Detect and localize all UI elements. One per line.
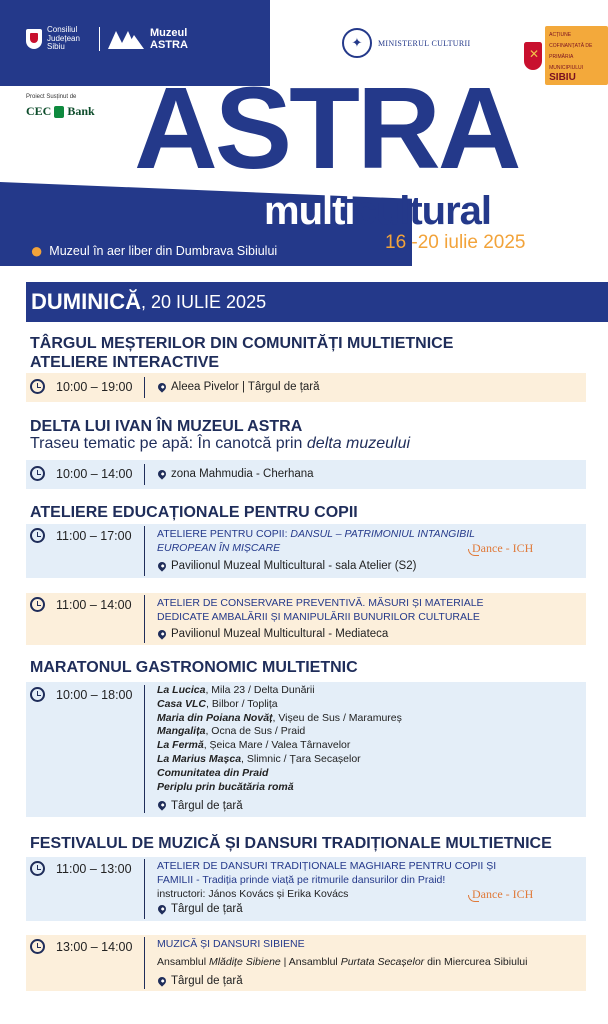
list-item: Comunitatea din Praid (157, 766, 269, 779)
clock-icon (30, 379, 45, 394)
location-pin-icon (156, 799, 167, 810)
schedule-row (26, 935, 586, 991)
divider (144, 526, 145, 576)
event-location (30, 238, 277, 264)
event-place: zona Mahmudia - Cherhana (171, 468, 314, 480)
consiliul-judetean-logo (26, 26, 188, 52)
list-item: Casa VLC, Bilbor / Toplița (157, 697, 278, 710)
day-name: DUMINICĂ (31, 289, 141, 314)
ministry-seal-icon: ✦ (342, 28, 372, 58)
event-title: MUZICĂ ȘI DANSURI SIBIENE (157, 938, 305, 950)
event-title: ASTRA (134, 63, 519, 193)
location-pin-icon (156, 903, 167, 914)
clock-icon (30, 939, 45, 954)
cj-line-3: Sibiu (47, 42, 65, 51)
divider (144, 859, 145, 919)
section-title-workshops: ATELIERE EDUCAȚIONALE PENTRU COPII (30, 504, 358, 521)
cj-line-1: Consiliul (47, 25, 78, 34)
clock-icon (30, 528, 45, 543)
muzeul-astra-logo (108, 27, 188, 51)
cec-mark-icon (54, 106, 64, 118)
event-place: Târgul de țară (171, 800, 243, 812)
day-date: , 20 IULIE 2025 (141, 291, 267, 312)
list-item: Periplu prin bucătăria romă (157, 780, 294, 793)
location-pin-icon (156, 628, 167, 639)
section-title-gastronomy: MARATONUL GASTRONOMIC MULTIETNIC (30, 659, 358, 676)
food-list (157, 684, 402, 794)
location-pin-icon (156, 468, 167, 479)
divider (144, 937, 145, 989)
muzeul-word: Muzeul (150, 26, 188, 39)
day-header (26, 282, 608, 322)
sibiu-logo (524, 26, 608, 85)
clock-icon (30, 861, 45, 876)
logo-divider (99, 27, 100, 51)
multicultural-wordmark: multicultural (264, 189, 492, 233)
divider (144, 595, 145, 643)
location-pin-icon (156, 975, 167, 986)
schedule-row (26, 524, 586, 578)
clock-icon (30, 466, 45, 481)
event-ensembles: Ansamblul Mlădițe Sibiene | Ansamblul Purtata Secașelor din Miercurea Sibiului (157, 956, 528, 968)
event-time: 11:00 – 14:00 (56, 598, 132, 612)
sibiu-small-1: ACȚIUNE COFINANȚATĂ DE (549, 32, 593, 49)
cec-support-label: Proiect Susținut de (26, 94, 77, 100)
schedule-row (26, 682, 586, 817)
event-time: 11:00 – 13:00 (56, 862, 132, 876)
list-item: Maria din Poiana Novăț, Vișeu de Sus / Maramureș (157, 711, 402, 724)
clock-icon (30, 687, 45, 702)
event-place: Târgul de țară (171, 975, 243, 987)
ministry-name: MINISTERUL CULTURII (378, 38, 471, 48)
event-time: 10:00 – 19:00 (56, 380, 133, 394)
event-title: ATELIER DE CONSERVARE PREVENTIVĂ. MĂSURI ȘI MATERIALE DEDICATE AMBALĂRII ȘI MANIPULĂRII BUNURILOR CULTURALE (157, 597, 484, 623)
location-pin-icon (156, 560, 167, 571)
list-item: La Marius Mașca, Slimnic / Țara Secașelor (157, 752, 361, 765)
schedule-row (26, 593, 586, 645)
list-item: La Lucica, Mila 23 / Delta Dunării (157, 684, 315, 696)
cj-line-2: Județean (47, 33, 80, 43)
location-pin-icon: ● (30, 238, 44, 263)
event-time: 10:00 – 14:00 (56, 467, 133, 481)
event-place: Pavilionul Muzeal Multicultural - Mediateca (171, 628, 389, 640)
event-dates: 16 -20 iulie 2025 (385, 232, 526, 253)
event-time: 10:00 – 18:00 (56, 688, 133, 702)
divider (144, 377, 145, 398)
event-place: Pavilionul Muzeal Multicultural - sala Atelier (S2) (171, 560, 417, 572)
divider (144, 685, 145, 813)
section-title-fair: TÂRGUL MEȘTERILOR DIN COMUNITĂȚI MULTIETNICE ATELIERE INTERACTIVE (30, 335, 454, 371)
event-place: Aleea Pivelor | Târgul de țară (171, 381, 320, 393)
list-item: Mangalița, Ocna de Sus / Praid (157, 725, 306, 738)
cec-bank-logo: CEC Bank (26, 104, 95, 118)
event-time: 13:00 – 14:00 (56, 940, 133, 954)
schedule-row (26, 857, 586, 921)
schedule-row (26, 460, 586, 489)
clock-icon (30, 597, 45, 612)
ministry-logo (342, 28, 470, 58)
event-time: 11:00 – 17:00 (56, 529, 132, 543)
location-text: Muzeul în aer liber din Dumbrava Sibiului (49, 244, 278, 258)
sibiu-small-2: PRIMĂRIA MUNICIPIULUI (549, 54, 584, 71)
section-subtitle-delta: Traseu tematic pe apă: În canotcă prin delta muzeului (30, 435, 411, 452)
astra-mountains-icon (108, 29, 144, 49)
list-item: La Fermă, Șeica Mare / Valea Târnavelor (157, 739, 351, 752)
event-title: ATELIER DE DANSURI TRADIȚIONALE MAGHIARE PENTRU COPII ȘI FAMILII - Tradiția prinde viață pe ritmurile dansurilor din Praid! (157, 860, 497, 886)
event-instructors: instructori: János Kovács și Erika Kovács (157, 888, 349, 900)
section-title-delta: DELTA LUI IVAN ÎN MUZEUL ASTRA (30, 418, 303, 435)
dance-ich-logo: Dance - ICH (472, 541, 534, 555)
sibiu-crest-icon (524, 42, 542, 70)
event-title: ATELIERE PENTRU COPII: DANSUL – PATRIMONIUL INTANGIBIL EUROPEAN ÎN MIȘCARE (157, 528, 475, 554)
section-title-festival: FESTIVALUL DE MUZICĂ ȘI DANSURI TRADIȚIONALE MULTIETNICE (30, 835, 552, 852)
schedule-row (26, 373, 586, 402)
event-place: Târgul de țară (171, 903, 243, 915)
divider (144, 464, 145, 485)
astra-word: ASTRA (150, 38, 188, 51)
county-shield-icon (26, 29, 42, 49)
location-pin-icon (156, 381, 167, 392)
sibiu-big: SIBIU (549, 72, 576, 83)
dance-ich-logo: Dance - ICH (472, 887, 534, 901)
